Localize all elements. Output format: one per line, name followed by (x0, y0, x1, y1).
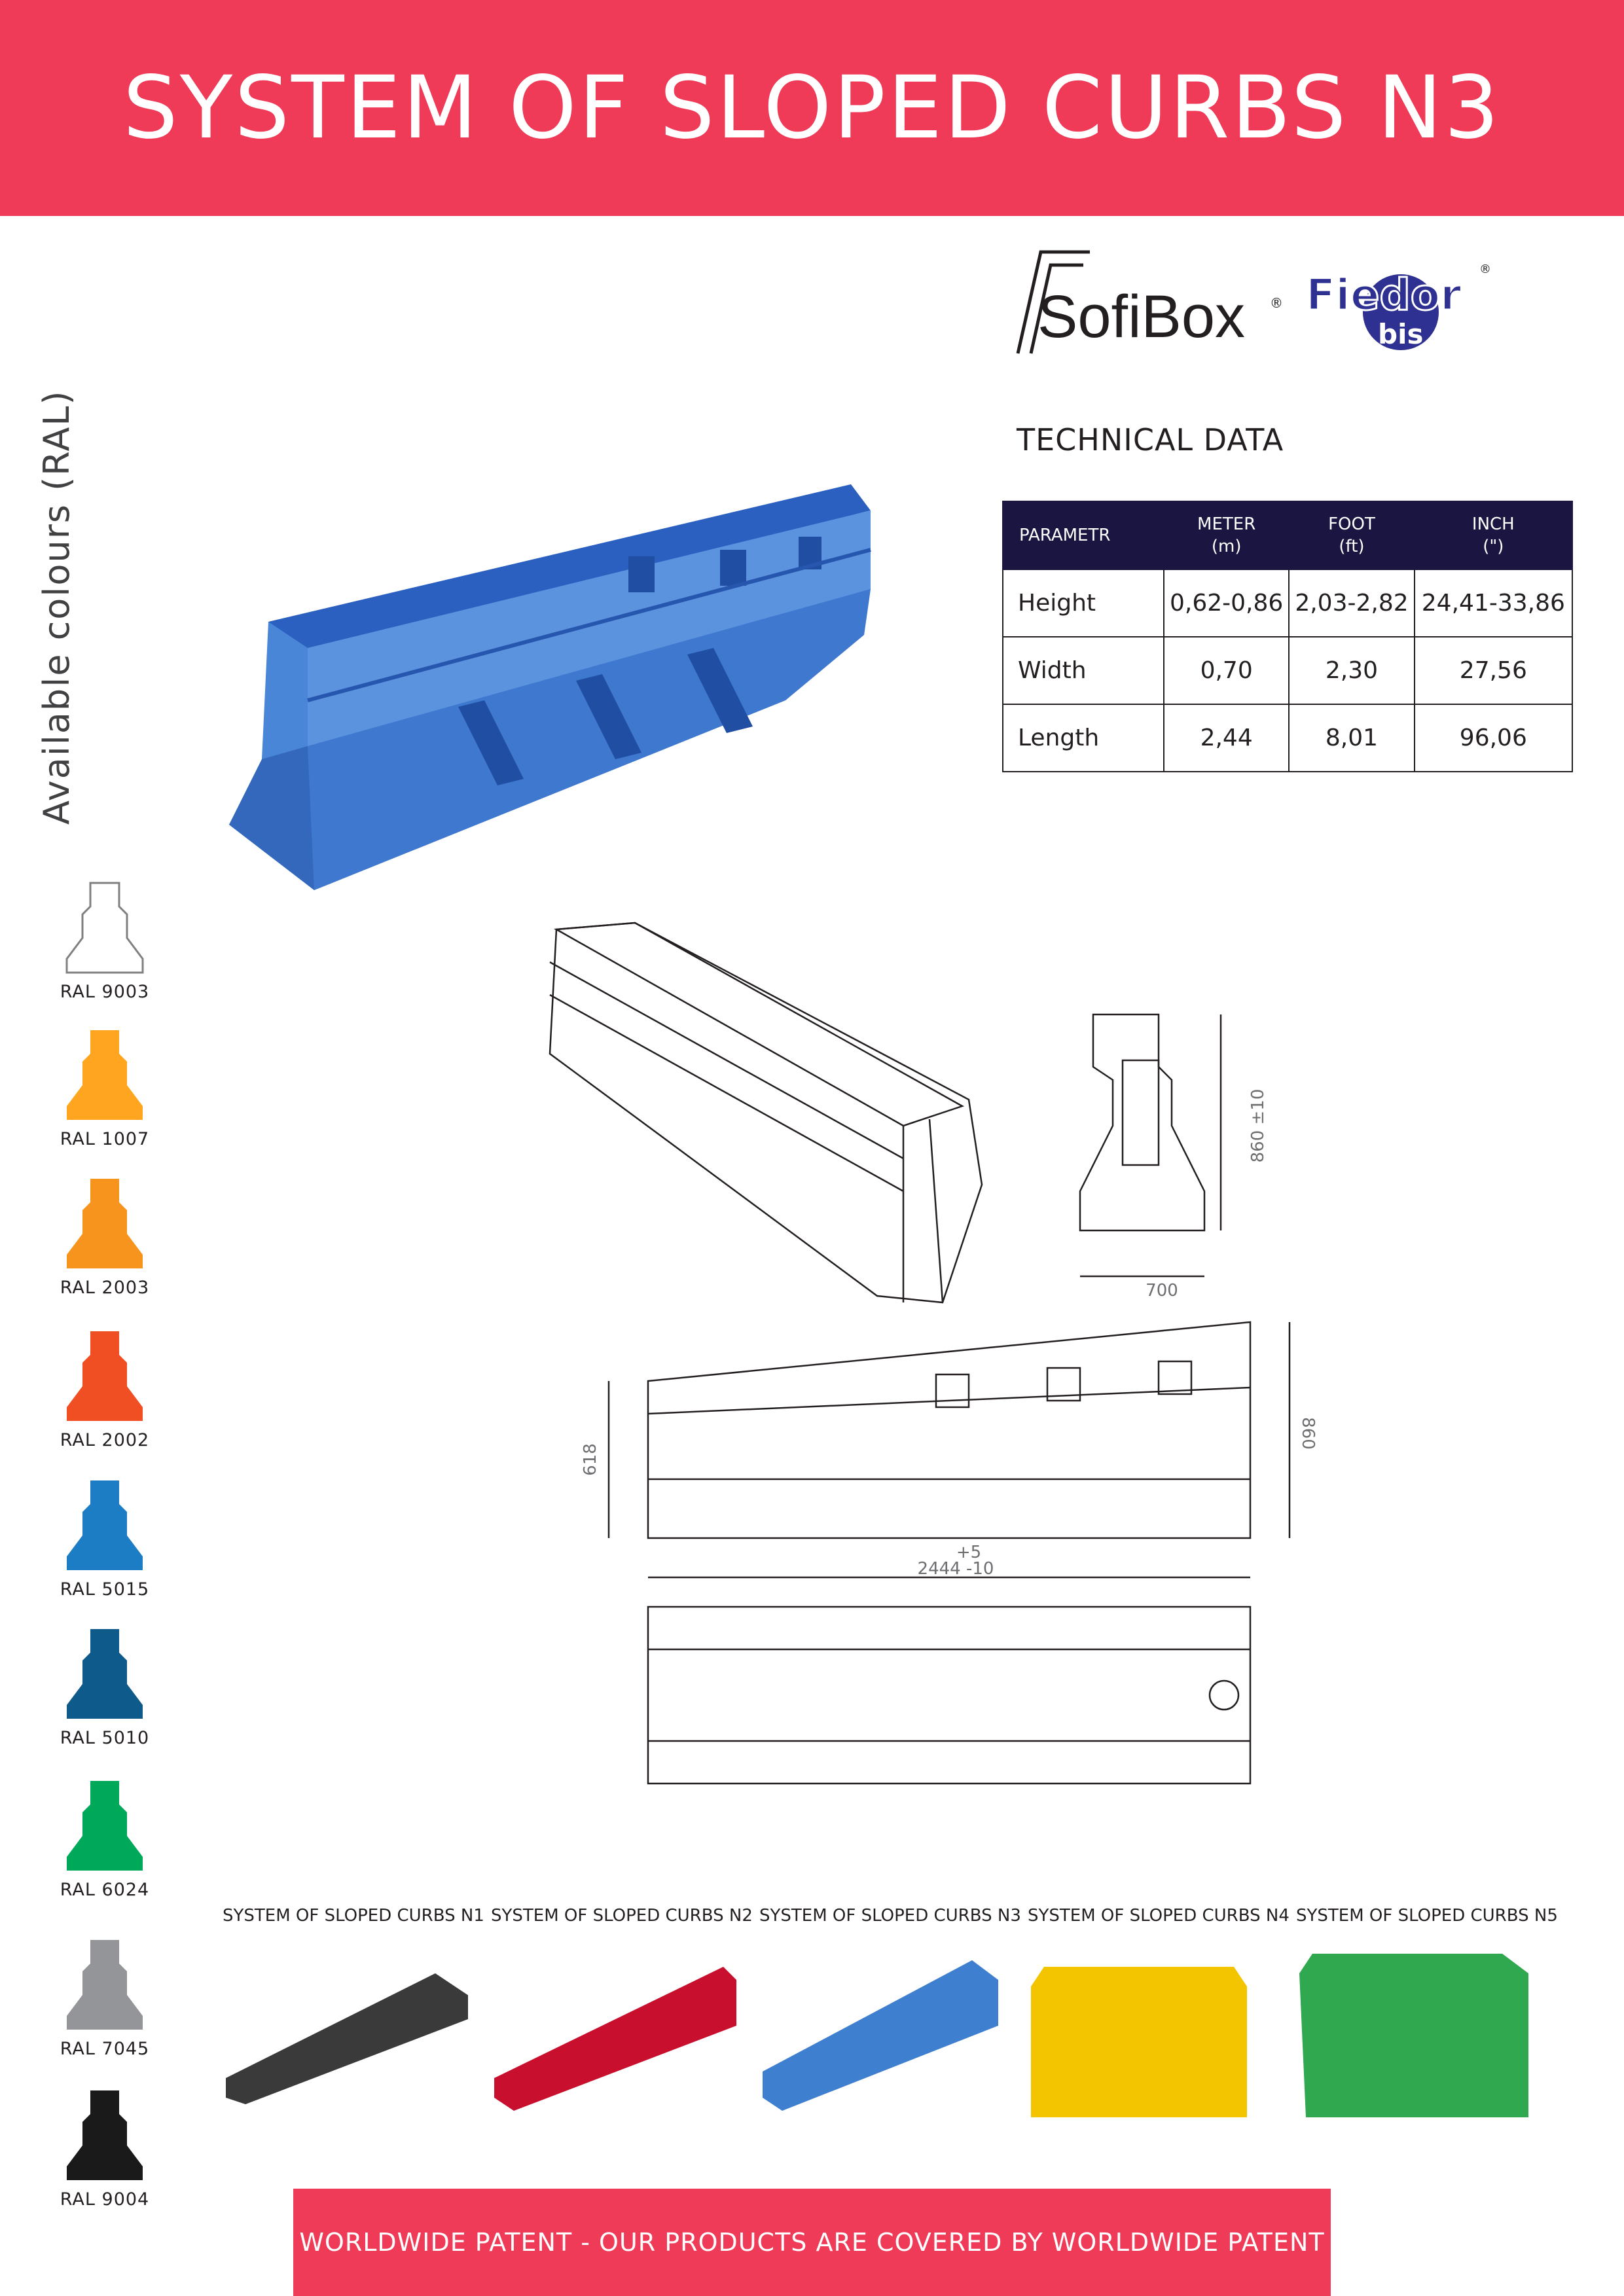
page-title: SYSTEM OF SLOPED CURBS N3 (122, 58, 1502, 158)
length-tolerance-top: +5 (956, 1543, 982, 1562)
sofibox-logo-text: SofiBox (1038, 283, 1246, 350)
table-header-row (1003, 501, 1572, 569)
svg-text:bis: bis (1378, 318, 1424, 350)
color-swatch-label: RAL 9004 (60, 2189, 150, 2210)
fiedor-bis-logo (1303, 259, 1499, 357)
front-elevation-drawing (609, 1322, 1290, 1577)
header-foot: FOOT (ft) (1289, 501, 1414, 569)
footer-text: WORLDWIDE PATENT - OUR PRODUCTS ARE COVERED BY WORLDWIDE PATENT (299, 2228, 1325, 2257)
header-inch: INCH (") (1415, 501, 1572, 569)
product-label: SYSTEM OF SLOPED CURBS N3 (759, 1906, 1021, 1926)
product-image (219, 1947, 468, 2124)
technical-drawings (511, 910, 1329, 1793)
table-row: Width 0,70 2,30 27,56 (1003, 637, 1572, 704)
hero-barrier-image (209, 471, 877, 890)
front-right-dimension: 860 (1298, 1417, 1318, 1450)
color-swatch-label: RAL 2003 (60, 1278, 150, 1298)
isometric-drawing (550, 923, 982, 1302)
side-profile-drawing (1080, 1014, 1221, 1276)
color-swatch-label: RAL 6024 (60, 1880, 150, 1900)
color-swatch (65, 1937, 144, 2032)
table-row: Height 0,62-0,86 2,03-2,82 24,41-33,86 (1003, 569, 1572, 637)
color-swatch-label: RAL 5010 (60, 1728, 150, 1748)
product-image (488, 1947, 736, 2124)
product-label: SYSTEM OF SLOPED CURBS N4 (1028, 1906, 1290, 1926)
table-row: Length 2,44 8,01 96,06 (1003, 704, 1572, 772)
svg-text:Fiedor: Fiedor (1306, 270, 1462, 320)
color-swatch (65, 1028, 144, 1122)
color-swatch-label: RAL 1007 (60, 1129, 150, 1149)
color-swatch (65, 1778, 144, 1873)
product-image (1024, 1947, 1273, 2124)
product-label: SYSTEM OF SLOPED CURBS N2 (491, 1906, 753, 1926)
available-colours-title: Available colours (RAL) (36, 389, 77, 825)
product-image (1293, 1947, 1542, 2124)
front-left-dimension: 618 (581, 1443, 600, 1476)
technical-data-title: TECHNICAL DATA (1017, 422, 1284, 457)
color-swatch-label: RAL 9003 (60, 982, 150, 1002)
color-swatch-label: RAL 2002 (60, 1430, 150, 1450)
product-label: SYSTEM OF SLOPED CURBS N5 (1296, 1906, 1558, 1926)
color-swatch-label: RAL 5015 (60, 1579, 150, 1600)
color-swatch (65, 1176, 144, 1271)
color-swatch (65, 1478, 144, 1573)
color-swatch (65, 1329, 144, 1424)
svg-text:®: ® (1479, 262, 1491, 276)
header-parametr: PARAMETR (1003, 501, 1164, 569)
length-dimension: 2444 -10 (917, 1559, 994, 1579)
svg-text:®: ® (1270, 295, 1283, 311)
header-meter: METER (m) (1164, 501, 1289, 569)
product-image (756, 1947, 1005, 2124)
color-swatch-label: RAL 7045 (60, 2039, 150, 2059)
sofibox-logo (1011, 245, 1286, 357)
technical-data-table (1002, 501, 1573, 772)
color-swatch (65, 880, 144, 975)
product-label: SYSTEM OF SLOPED CURBS N1 (223, 1906, 484, 1926)
width-dimension: 700 (1146, 1281, 1178, 1300)
color-swatch (65, 1626, 144, 1721)
top-view-drawing (648, 1607, 1250, 1784)
color-swatch (65, 2088, 144, 2183)
height-dimension: 860 ±10 (1248, 1088, 1268, 1163)
